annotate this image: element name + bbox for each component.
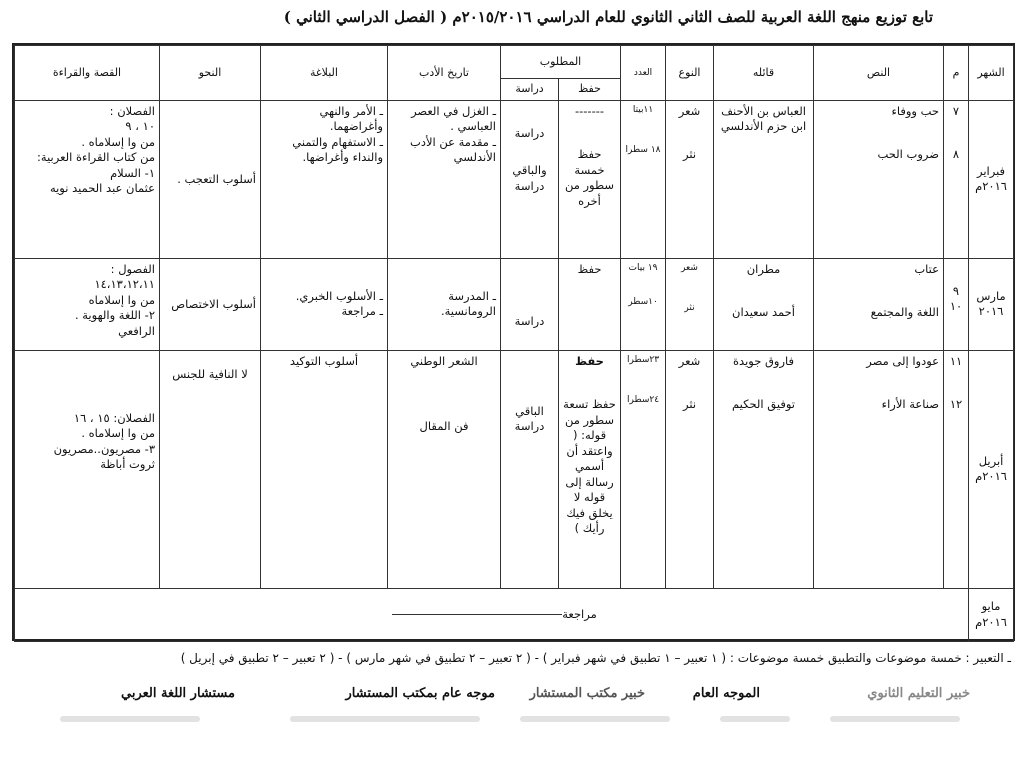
lesson-number: ٧ <box>952 103 960 118</box>
header-month: الشهر <box>969 46 1014 101</box>
signature-general-supervisor: الموجه العام <box>692 686 760 701</box>
rhetoric-cell: أسلوب التوكيد <box>261 350 388 588</box>
header-memorize: حفظ <box>559 79 621 101</box>
faded-names-row <box>40 716 970 726</box>
author-name: مطران <box>746 261 781 276</box>
rhetoric-cell: ـ الأمر والنهي وأغراضهما. ـ الاستفهام والتمني والنداء وأغراضها. <box>261 100 388 258</box>
review-cell <box>15 588 969 641</box>
author-name: توفيق الحكيم <box>732 397 795 412</box>
curriculum-table <box>14 45 1014 642</box>
author-name: أحمد سعيدان <box>732 305 795 320</box>
line-count: ٢٣سطرا <box>626 354 660 365</box>
memorize-text: ------- <box>574 103 605 118</box>
line-count: ١٩ بيات <box>628 262 658 273</box>
author-name: العباس بن الأحنف <box>721 103 806 118</box>
header-count: العدد <box>621 46 666 101</box>
text-type: نثر <box>684 302 695 313</box>
signature-office-expert: خبير مكتب المستشار <box>529 686 645 701</box>
author-name: فاروق جويدة <box>733 353 795 368</box>
memorize-text: حفظ تسعة سطور من قوله: ( واعتقد أن أسمي رسالة إلى قوله لا يخلق فيك رأيك ) <box>563 397 616 536</box>
text-type: شعر <box>678 103 701 118</box>
grammar-cell: أسلوب التعجب . <box>160 100 261 258</box>
study-text: دراسة <box>501 258 559 350</box>
header-study: دراسة <box>501 79 559 101</box>
memorize-text: حفظ <box>559 258 621 350</box>
lesson-number: ١٢ <box>949 397 963 412</box>
lesson-number: ١٠ <box>949 299 963 314</box>
header-grammar: النحو <box>160 46 261 101</box>
memorize-text: حفظ <box>575 353 604 368</box>
signature-secondary-expert: خبير التعليم الثانوي <box>867 686 970 701</box>
review-label: مراجعة <box>562 607 597 622</box>
line-count: ١٨ سطرا <box>625 144 661 155</box>
signature-arabic-advisor: مستشار اللغة العربي <box>121 686 235 701</box>
table-row <box>15 350 1014 588</box>
memorize-text: حفظ خمسة سطور من أخره <box>564 147 615 208</box>
month-cell: أبريل ٢٠١٦م <box>969 350 1014 588</box>
text-type: نثر <box>683 147 697 162</box>
text-title: حب ووفاء <box>891 103 940 118</box>
review-line <box>392 614 562 615</box>
header-required: المطلوب <box>501 46 621 79</box>
grammar-cell: أسلوب الاختصاص <box>160 258 261 350</box>
header-text: النص <box>814 46 944 101</box>
page-title: تابع توزيع منهج اللغة العربية للصف الثاني الثانوي للعام الدراسي ٢٠١٥/٢٠١٦م ( الفصل الدراسي الثاني ) <box>283 8 933 26</box>
story-cell: الفصول : ١٤،١٣،١٢،١١ من وا إسلاماه ٢- اللغة والهوية . الرافعي <box>15 258 160 350</box>
study-text: دراسة <box>514 125 545 140</box>
rhetoric-cell: ـ الأسلوب الخبري. ـ مراجعة <box>261 258 388 350</box>
literature-cell: ـ المدرسة الرومانسية. <box>388 258 501 350</box>
text-title: اللغة والمجتمع <box>870 305 940 320</box>
header-story: القصة والقراءة <box>15 46 160 101</box>
line-count: ١١بيتا <box>632 104 654 115</box>
study-text: والباقي دراسة <box>512 163 547 193</box>
literature-cell: فن المقال <box>419 419 469 434</box>
study-text: الباقي دراسة <box>514 403 545 434</box>
text-title: عتاب <box>914 261 940 276</box>
author-name: ابن حزم الأندلسي <box>720 119 807 134</box>
line-count: ١٠سطر <box>628 296 658 307</box>
header-author: قائله <box>714 46 814 101</box>
text-type: نثر <box>683 397 697 412</box>
table-row <box>15 258 1014 350</box>
text-title: ضروب الحب <box>877 147 940 162</box>
header-literature: تاريخ الأدب <box>388 46 501 101</box>
header-num: م <box>944 46 969 101</box>
table-row <box>15 588 1014 641</box>
text-title: عودوا إلى مصر <box>866 353 940 368</box>
expression-footnote: ـ التعبير : خمسة موضوعات والتطبيق خمسة موضوعات : ( ١ تعبير – ١ تطبيق في شهر فبراير ) - ( ٢ تعبير – ٢ تطبيق في شهر مارس ) - ( ٢ تعبير – ٢ تطبيق في إبريل ) <box>180 651 1011 665</box>
signatures <box>40 686 970 710</box>
lesson-number: ٩ <box>952 283 960 298</box>
literature-cell: ـ الغزل في العصر العباسي . ـ مقدمة عن الأدب الأندلسي <box>388 100 501 258</box>
header-rhetoric: البلاغة <box>261 46 388 101</box>
month-cell: مايو ٢٠١٦م <box>969 588 1014 641</box>
header-type: النوع <box>666 46 714 101</box>
month-cell: فبراير ٢٠١٦م <box>969 100 1014 258</box>
lesson-number: ٨ <box>952 147 960 162</box>
story-cell: الفصلان : ١٠ ، ٩ من وا إسلاماه . من كتاب القراءة العربية: ١- السلام عثمان عبد الحميد نويه <box>15 100 160 258</box>
signature-office-supervisor: موجه عام بمكتب المستشار <box>345 686 495 701</box>
text-title: صناعة الأراء <box>881 397 940 412</box>
text-type: شعر <box>678 353 701 368</box>
month-cell: مارس ٢٠١٦ <box>969 258 1014 350</box>
grammar-cell: لا النافية للجنس <box>160 350 261 588</box>
story-cell: الفصلان: ١٥ ، ١٦ من وا إسلاماه . ٣- مصريون..مصريون ثروت أباظة <box>15 350 160 588</box>
text-type: شعر <box>681 262 698 273</box>
lesson-number: ١١ <box>949 353 963 368</box>
table-row <box>15 100 1014 258</box>
line-count: ٢٤سطرا <box>626 394 660 405</box>
literature-cell: الشعر الوطني <box>410 353 478 368</box>
